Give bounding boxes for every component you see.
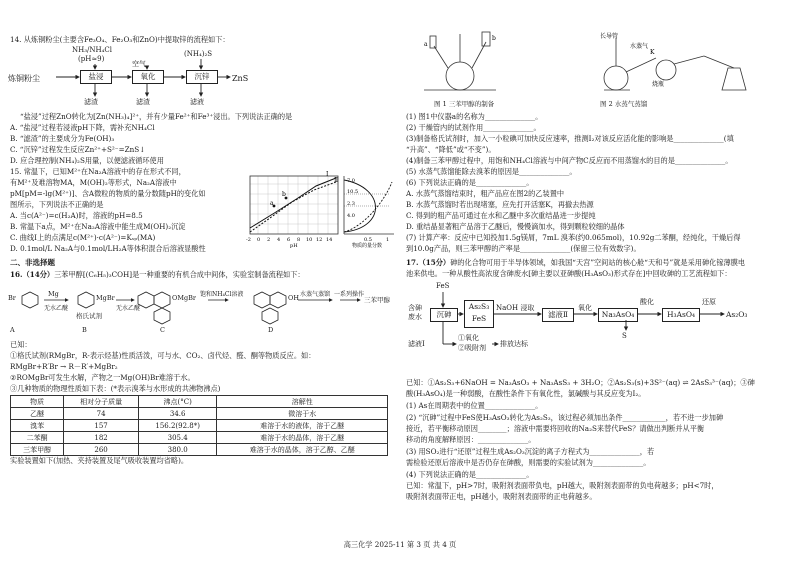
q14-option-b: B. “滤渣”的主要成分为Fe(OH)₃: [10, 134, 115, 143]
table-cell: 难溶于水的晶体，溶于乙醇、乙醚: [217, 444, 388, 456]
q14-step-zinc-precip: 沉锌: [186, 70, 218, 84]
q17-stem1: 砷的化合物可用于半导体领域，如我国“天宫”空间站的核心舱“天和号”就是采用砷化镓薄膜电: [450, 258, 746, 267]
known-1-eq: RMgBr+R′Br → R－R′+MgBr₂: [10, 362, 118, 371]
q15-xtick-3: 2: [267, 237, 271, 243]
q14-flow-arrows: [8, 46, 308, 108]
q17-filtrate2: 滤液Ⅱ: [542, 308, 574, 322]
q15-xtick-5: 6: [287, 237, 291, 243]
q15-xtick-2: 0: [257, 237, 261, 243]
fig1-label-b: b: [492, 35, 496, 42]
q14-reagent-nh4s: (NH₄)₂S: [184, 50, 213, 58]
table-row: [11, 420, 388, 432]
q15-line2: 有M²⁺及难溶物MA，M(OH)₂等形式，Na₂A溶液中: [10, 178, 177, 187]
q16-part-4: (4)制备三苯甲醇过程中，用饱和NH₄Cl溶液与中间产物C反应而不用蒸馏水的目的是______________。: [406, 156, 733, 165]
q17-part-1: (1) As在周期表中的位置______________。: [406, 401, 543, 410]
q15-option-b: B. 常温下a点，M²⁺在Na₂A溶液中能生成M(OH)₂沉淀: [10, 222, 186, 231]
table-row: [11, 408, 388, 420]
q17-part-2c: 移动的角度解释原因：______________。: [406, 435, 536, 444]
q15-roman1: Ⅰ: [326, 171, 329, 178]
table-cell: 74: [64, 408, 139, 420]
q15-ytick-1: 7.0: [347, 178, 355, 184]
q14-start: 炼铜粉尘: [8, 74, 40, 83]
apparatus-figures: [404, 28, 794, 98]
fig1-label-a: a: [424, 41, 428, 48]
q17-stem2: 池来供电。一种从酸性高浓度含砷废水[砷主要以亚砷酸(H₃AsO₃)形式存在]中回收砷的工艺流程如下：: [406, 269, 732, 278]
page-footer: 高三化学 2025-11 第 3 页 共 4 页: [343, 540, 457, 549]
q16-part-2: (2) 干燥管内的试剂作用______________。: [406, 123, 541, 132]
q14-air: 空气: [132, 60, 146, 68]
scheme-mgbr: MgBr: [96, 294, 115, 302]
q16-head: 16.（14分）: [10, 270, 55, 279]
q15-pt-a: a: [270, 200, 274, 207]
q16-stem: 三苯甲醇[(C₆H₅)₃COH]是一种重要的有机合成中间体，实验室制备流程如下：: [54, 270, 305, 279]
q15-xlabel: pH: [290, 243, 298, 248]
q16-part-7: (7) 计算产率：反应中已知投加1.5g镁屑，7mL 溴苯(约0.065mol)，10.92g二苯酮，经纯化，干燥后得: [406, 233, 741, 242]
scheme-oh: OH: [288, 294, 299, 302]
table-cell: 260: [64, 444, 139, 456]
fig2-water: 长导管: [600, 33, 619, 40]
q17-oxidize: 氧化: [578, 304, 592, 312]
q17-part-4-note2: 吸附剂表面带正电，pH越小，吸附剂表面带的正电荷越多。: [406, 492, 597, 501]
table-cell: 难溶于水的液体，溶于乙醚: [217, 420, 388, 432]
scheme-label-a: A: [10, 326, 15, 334]
q16-reaction-scheme: [8, 282, 398, 338]
q15-xtick-1: -2: [246, 237, 251, 243]
q17-known2: 酸(H₃AsO₄)是一种弱酸，在酸性条件下有氧化性，氯碱酸与其反应变为I₂。: [406, 389, 646, 398]
q15-xtick-8: 12: [316, 237, 323, 243]
q16-part-1: (1) 图1中仪器a的名称为______________。: [406, 112, 543, 121]
scheme-mg: Mg: [48, 290, 59, 298]
q15-pt-b: b: [282, 191, 286, 198]
q15-line3: pM[pM=-lg(M²⁺)]、含A微粒的物质的量分数随pH的变化如: [10, 189, 206, 198]
table-cell: 溴苯: [11, 420, 64, 432]
known-3: ③几种物质的物理性质如下表：(*表示溴苯与水形成的共沸物沸点): [10, 384, 221, 393]
q14-step-oxidize: 氧化: [132, 70, 164, 84]
q17-ox1: ①氧化: [458, 334, 479, 342]
q15-x2tick-2: 1: [386, 237, 390, 243]
q17-discharge: 排放达标: [500, 340, 528, 348]
q17-acidify: 酸化: [640, 298, 654, 306]
q15-line1: 15. 常温下，已知M²⁺在Na₂A溶液中的存在形式不同，: [10, 167, 186, 176]
q17-part-2: (2) “沉砷”过程中FeS使H₃AsO₃转化为As₂S₃，该过程必须加出条件____________，若不进一步加砷: [406, 413, 724, 422]
q17-part-3: (3) 用SO₂进行“还原”过程生成As₂O₃沉淀的离子方程式为______________，若: [406, 447, 655, 456]
q14-residue1: 滤渣: [84, 98, 98, 106]
q16-part-7b: 到10.0g产品，则三苯甲醇的产率是______________(保留三位有效数字)。: [406, 244, 641, 253]
table-header: 沸点(°C): [138, 396, 217, 408]
q15-ytick-4: 4.0: [347, 213, 355, 219]
q17-flow-diagram: [408, 282, 794, 374]
table-header: 物质: [11, 396, 64, 408]
q16-part-6: (6) 下列说法正确的是______________。: [406, 178, 534, 187]
q17-part-4-note: 已知：常温下，pH>7时，吸附剂表面带负电，pH越大，吸附剂表面带的负电荷越多；pH<7时，: [406, 481, 719, 490]
properties-table: [10, 395, 388, 456]
apparatus-note: 实验装置如下(加热、夹持装置及尾气吸收装置均省略)。: [10, 456, 189, 465]
q15-x2label: 物质的量分数: [352, 243, 383, 248]
scheme-omgbr: OMgBr: [172, 294, 197, 302]
q16-part-3b: “升高”、“降低”或“不变”)。: [406, 145, 496, 154]
q14-option-d: D. 应合理控制(NH₄)₂S用量，以便滤液循环使用: [10, 156, 164, 165]
q17-ads: ②吸附剂: [458, 344, 486, 352]
q17-filtrate1: 滤液Ⅰ: [408, 340, 425, 348]
q14-step-salt-leach: 盐浸: [80, 70, 112, 84]
q17-as2s3: As₂S₃: [468, 302, 490, 311]
table-header-row: [11, 396, 388, 408]
section-2-title: 二、非选择题: [10, 258, 55, 267]
q14-reagent-nh3: NH₃/NH₄Cl: [72, 46, 113, 54]
q17-stem-line1: [406, 258, 745, 268]
q14-option-a: A. “盐浸”过程若浸液pH下降，需补充NH₄Cl: [10, 123, 155, 132]
q14-stem: 14. 从炼铜粉尘(主要含Fe₃O₄、Fe₂O₃和ZnO)中提取锌的流程如下：: [10, 35, 230, 44]
scheme-steam: 水蒸气蒸馏: [300, 291, 331, 298]
q14-desc: “盐浸”过程ZnO转化为[Zn(NH₃)₄]²⁺，并有少量Fe²⁺和Fe³⁺浸出。下列说法正确的是: [20, 112, 293, 121]
scheme-label-d: D: [268, 326, 274, 334]
q14-filtrate: 滤液: [190, 98, 204, 106]
q17-feed: 含砷废水: [408, 304, 422, 321]
table-cell: 305.4: [138, 432, 217, 444]
scheme-br: Br: [8, 294, 16, 302]
table-cell: 182: [64, 432, 139, 444]
q16-option-d: D. 重结晶显著粗产品溶于乙醚后，慢慢滴加水，得到颗粒较细的晶体: [406, 222, 625, 231]
q15-xtick-4: 4: [277, 237, 281, 243]
q16-part-3: (3)制备格氏试剂时，加入一小粒碘可加快反应速率，推测I₂对该反应活化能的影响是______________(填: [406, 134, 734, 143]
known-title: 已知：: [10, 340, 32, 349]
table-cell: 乙醚: [11, 408, 64, 420]
right-column: [400, 0, 800, 565]
q15-option-a: A. 当c(A²⁻)=c(H₂A)时，溶液的pH=8.5: [10, 211, 143, 220]
q15-line4: 图所示，下列说法不正确的是: [10, 200, 104, 209]
scheme-grignard: 格氏试剂: [76, 312, 102, 320]
fig1-caption: 图 1 三苯甲醇的制备: [434, 100, 495, 108]
q16-option-b: B. 水蒸气蒸馏时若出现堵塞，应先打开活塞K，再撤去热源: [406, 200, 594, 209]
q17-h3aso4: H₃AsO₄: [662, 308, 700, 322]
table-cell: 二苯酮: [11, 432, 64, 444]
table-row: [11, 444, 388, 456]
q17-part-2b: 接近，若平衡移动原因________；溶液中需要将回收的Na₂S来替代FeS？请做出判断并从平衡: [406, 424, 705, 433]
fig2-caption: 图 2 水蒸气蒸馏: [600, 100, 648, 108]
q15-ytick-2: 10.5: [347, 189, 359, 195]
q15-x2tick-1: 0.5: [364, 237, 372, 243]
known-1: ①格氏试剂(RMgBr，R-表示烃基)性质活泼，可与水、CO₂、卤代烃、醛、酮等物质反应。如：: [10, 351, 316, 360]
q16-option-c: C. 得到的粗产品可通过在水和乙醚中多次重结晶进一步提纯: [406, 211, 596, 220]
q15-xtick-9: 14: [326, 237, 333, 243]
q16-head-line: [10, 270, 305, 280]
table-cell: 难溶于水的晶体，溶于乙醚: [217, 432, 388, 444]
q14-reagent-ph: (pH≈9): [78, 55, 105, 63]
q15-xtick-6: 8: [297, 237, 301, 243]
q14-residue2: 滤渣: [136, 98, 150, 106]
known-2: ②ROMgBr可发生水解，产物之一Mg(OH)Br难溶于水。: [10, 373, 195, 382]
q17-flow-arrows: [408, 282, 794, 374]
q17-na3aso4: Na₃AsO₄: [598, 308, 638, 322]
q17-fes-solid: FeS: [471, 314, 487, 323]
q14-product: ZnS: [232, 74, 249, 83]
scheme-nh4cl: 饱和NH₄Cl溶液: [200, 291, 244, 298]
fig2-flask: 烧瓶: [652, 81, 665, 88]
scheme-ether: 无水乙醚: [44, 305, 69, 312]
scheme-ether2: 无水乙醚: [116, 305, 141, 312]
q15-option-c: C. 曲线Ⅰ上的点满足c(M²⁺)·c(A²⁻)=Kₛₚ(MA): [10, 233, 156, 242]
table-cell: 三苯甲醇: [11, 444, 64, 456]
table-cell: 34.6: [138, 408, 217, 420]
q16-option-a: A. 水蒸气蒸馏结束时，粗产品应在图2的乙装置中: [406, 189, 565, 198]
table-row: [11, 432, 388, 444]
table-cell: 157: [64, 420, 139, 432]
fig2-k: K: [650, 49, 655, 56]
q17-sulfur: S: [622, 332, 627, 340]
q15-ytick-3: 2.3: [347, 201, 355, 207]
q17-part-3b: 需检验还原后溶液中是否仍存在砷酸，则需要的实验试剂为______________。: [406, 458, 651, 467]
q15-roman2: Ⅱ: [334, 177, 339, 184]
scheme-label-c: C: [160, 326, 165, 334]
fig2-steam: 水蒸气: [630, 43, 649, 50]
q17-known: 已知：①As₂S₃+6NaOH = Na₃AsO₃ + Na₃AsS₃ + 3H₂O；②As₂S₃(s)+3S²⁻(aq) ⇌ 2AsS₃³⁻(aq)；③砷: [406, 378, 755, 387]
q15-graph: [246, 168, 396, 248]
q17-naoh: NaOH 浸取: [496, 304, 535, 312]
q14-flow-diagram: [8, 46, 308, 108]
q16-part-5: (5) 水蒸气蒸馏能除去溴苯的原因是______________。: [406, 167, 577, 176]
q15-xtick-7: 10: [306, 237, 313, 243]
scheme-ops: 一系列操作: [334, 291, 365, 298]
table-header: 相对分子质量: [64, 396, 139, 408]
q17-as2o3: As₂O₃: [726, 310, 748, 319]
table-cell: 156.2(92.8*): [138, 420, 217, 432]
scheme-product: 三苯甲醇: [364, 296, 390, 304]
q17-fes-in: FeS: [436, 282, 450, 290]
table-cell: 微溶于水: [217, 408, 388, 420]
table-cell: 380.0: [138, 444, 217, 456]
q14-option-c: C. “沉锌”过程发生反应Zn²⁺+S²⁻=ZnS↓: [10, 145, 146, 154]
q17-head: 17.（15分）: [406, 258, 451, 267]
q17-part-4: (4) 下列说法正确的是______________。: [406, 470, 534, 479]
table-header: 溶解性: [217, 396, 388, 408]
q17-step-precip: 沉砷: [430, 308, 458, 322]
q17-reduce: 还原: [702, 298, 716, 306]
scheme-label-b: B: [82, 326, 87, 334]
q15-option-d: D. 0.1mol/L Na₂A与0.1mol/LH₂A等体积混合后溶液显酸性: [10, 244, 206, 253]
